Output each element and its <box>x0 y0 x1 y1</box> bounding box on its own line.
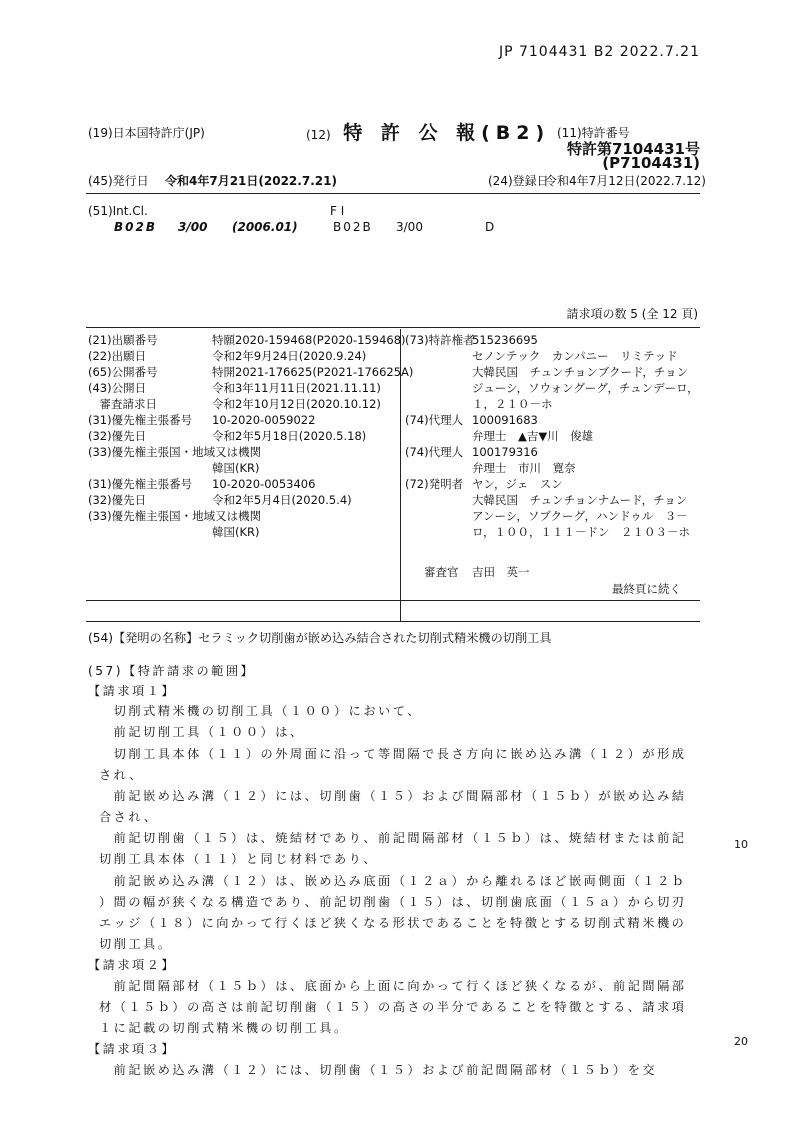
bib-right-label: (73)特許権者 <box>405 333 475 347</box>
bib-left-label: (33)優先権主張国・地域又は機関 <box>88 445 262 459</box>
bib-left-label: 審査請求日 <box>88 397 157 411</box>
continued-note: 最終頁に続く <box>612 582 681 596</box>
bib-bottom-rule-2 <box>86 621 700 622</box>
bib-right-label: (72)発明者 <box>405 477 464 491</box>
claim-heading: 【請求項２】 <box>88 958 177 972</box>
line-number: 10 <box>734 838 748 851</box>
publication-type <box>306 118 550 145</box>
claim-text-line: 前記間隔部材（１５ｂ）は、底面から上面に向かって行くほど狭くなるが、前記間隔部 <box>99 979 687 993</box>
bib-left-value: 令和2年10月12日(2020.10.12) <box>212 397 381 411</box>
intcl-group: 3/00 <box>178 220 208 234</box>
claim-text-line: 切削工具本体（１１）と同じ材料であり、 <box>99 852 379 866</box>
bib-left-value: 10-2020-0059022 <box>212 413 316 427</box>
bib-left-label: (65)公開番号 <box>88 365 158 379</box>
publication-type-label: 特 許 公 報(B2) <box>343 122 551 144</box>
document-reference: JP 7104431 B2 2022.7.21 <box>498 44 700 60</box>
claims-heading: (57)【特許請求の範囲】 <box>88 664 256 678</box>
claim-heading: 【請求項３】 <box>88 1042 177 1056</box>
claim-heading: 【請求項１】 <box>88 684 177 698</box>
bib-top-rule <box>86 327 700 328</box>
fi-code: B02B <box>333 220 373 234</box>
issued-date-label: (45)発行日 <box>88 174 149 188</box>
patent-number-label: (11)特許番号 <box>557 126 630 140</box>
bib-left-value: 令和2年5月4日(2020.5.4) <box>212 493 352 507</box>
bib-right-value: ヤン，ジェ スン <box>472 477 563 491</box>
bib-left-value: 韓国(KR) <box>212 461 260 475</box>
bib-left-value: 特願2020-159468(P2020-159468) <box>212 333 406 347</box>
claims-count: 請求項の数 5 (全 12 頁) <box>566 307 698 321</box>
bib-left-label: (32)優先日 <box>88 429 147 443</box>
bib-left-label: (22)出願日 <box>88 349 147 363</box>
fi-group: 3/00 <box>396 220 423 234</box>
bib-left-value: 令和2年9月24日(2020.9.24) <box>212 349 367 363</box>
bib-left-value: 韓国(KR) <box>212 525 260 539</box>
examiner-name: 吉田 英一 <box>472 565 530 579</box>
claim-text-line: 切削工具。 <box>99 937 173 951</box>
fi-suffix: D <box>485 220 495 234</box>
bib-right-value: 515236695 <box>472 333 538 347</box>
bib-right-value: アンーシ，ソブクーグ，ハンドゥル ３－ <box>472 509 688 523</box>
registered-date: 令和4年7月12日(2022.7.12) <box>545 174 706 188</box>
intcl-version: (2006.01) <box>232 220 298 234</box>
bib-right-value: セノンテック カンパニー リミテッド <box>472 349 678 363</box>
issuing-office: (19)日本国特許庁(JP) <box>88 126 205 140</box>
intcl-label: (51)Int.Cl. <box>88 204 148 218</box>
claim-text-line: エッジ（１８）に向かって行くほど狭くなる形状であることを特徴とする切削式精米機の <box>99 916 687 930</box>
claim-text-line: 前記切削工具（１００）は、 <box>99 725 305 739</box>
line-number: 20 <box>734 1035 748 1048</box>
bib-right-value: ロ，１００，１１１－ドン ２１０３－ホ <box>472 525 691 539</box>
bib-left-label: (31)優先権主張番号 <box>88 477 193 491</box>
claim-text-line: 前記嵌め込み溝（１２）には、切削歯（１５）および間隔部材（１５ｂ）が嵌め込み結 <box>99 789 687 803</box>
bib-left-value: 10-2020-0053406 <box>212 477 316 491</box>
patent-number: 特許第7104431号 <box>566 140 700 158</box>
claim-text-line: 材（１５ｂ）の高さは前記切削歯（１５）の高さの半分であることを特徴とする、請求項 <box>99 1000 687 1014</box>
bib-left-label: (43)公開日 <box>88 381 147 395</box>
claim-text-line: 切削式精米機の切削工具（１００）において、 <box>99 704 422 718</box>
claim-text-line: 合され、 <box>99 810 159 824</box>
claim-text-line: １に記載の切削式精米機の切削工具。 <box>99 1021 349 1035</box>
bib-left-label: (31)優先権主張番号 <box>88 413 193 427</box>
bib-left-label: (21)出願番号 <box>88 333 158 347</box>
claim-text-line: 前記切削歯（１５）は、焼結材であり、前記間隔部材（１５ｂ）は、焼結材または前記 <box>99 831 687 845</box>
bib-left-label: (33)優先権主張国・地域又は機関 <box>88 509 262 523</box>
bib-left-value: 特開2021-176625(P2021-176625A) <box>212 365 414 379</box>
claim-text-line: 前記嵌め込み溝（１２）には、切削歯（１５）および前記間隔部材（１５ｂ）を交 <box>99 1063 658 1077</box>
claim-text-line: 切削工具本体（１１）の外周面に沿って等間隔で長さ方向に嵌め込み溝（１２）が形成 <box>99 747 687 761</box>
publication-type-code: (12) <box>306 128 331 142</box>
bib-left-label: (32)優先日 <box>88 493 147 507</box>
bib-right-value: １，２１０－ホ <box>472 397 553 411</box>
claim-text-line: ）間の幅が狭くなる構造であり、前記切削歯（１５）は、切削歯底面（１５ａ）から切刃 <box>99 895 687 909</box>
bib-right-value: 100179316 <box>472 445 538 459</box>
invention-title: (54)【発明の名称】セラミック切削歯が嵌め込み結合された切削式精米機の切削工具 <box>88 631 552 645</box>
claim-text-line: され、 <box>99 768 144 782</box>
registered-date-label: (24)登録日 <box>488 174 549 188</box>
fi-label: F I <box>330 204 345 218</box>
bib-left-value: 令和2年5月18日(2020.5.18) <box>212 429 367 443</box>
bib-bottom-rule-1 <box>86 600 700 601</box>
intcl-code: B02B <box>114 220 157 234</box>
bib-right-value: ジューシ，ソウォングーグ，チュンデーロ， <box>472 381 699 395</box>
bib-right-value: 弁理士 ▲吉▼川 俊雄 <box>472 429 594 443</box>
bib-right-value: 大韓民国 チュンチョンブクード，チョン <box>472 365 689 379</box>
bib-right-label: (74)代理人 <box>405 413 464 427</box>
issued-date: 令和4年7月21日(2022.7.21) <box>165 174 337 188</box>
bib-right-value: 100091683 <box>472 413 538 427</box>
claim-text-line: 前記嵌め込み溝（１２）は、嵌め込み底面（１２ａ）から離れるほど嵌両側面（１２ｂ <box>99 874 687 888</box>
bib-left-value: 令和3年11月11日(2021.11.11) <box>212 381 381 395</box>
bib-right-label: (74)代理人 <box>405 445 464 459</box>
bib-right-value: 弁理士 市川 寛奈 <box>472 461 576 475</box>
patent-number-alt: (P7104431) <box>602 154 700 172</box>
bib-right-value: 大韓民国 チュンチョンナムード，チョン <box>472 493 688 507</box>
examiner-label: 審査官 <box>424 565 459 579</box>
header-rule <box>86 193 700 194</box>
